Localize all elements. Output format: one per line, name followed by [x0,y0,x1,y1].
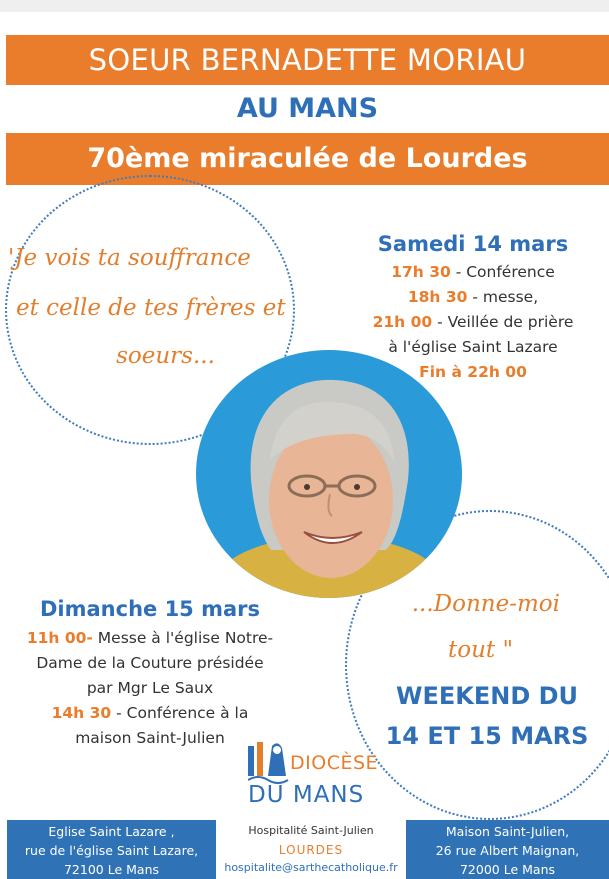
weekend-line2: 14 ET 15 MARS [385,722,589,750]
quote-bottom-line2: tout " [448,637,514,663]
saturday-item [360,260,586,285]
sunday-time-2: 14h 30 [51,704,112,722]
saturday-time-2: 18h 30 [407,288,468,306]
saturday-title: Samedi 14 mars [377,232,569,256]
footer-email-link[interactable]: hospitalite@sarthecatholique.fr [224,861,398,874]
sunday-text-2: - Conférence à la [111,704,249,722]
sunday-item-2 [15,701,285,726]
portrait-photo [196,350,462,598]
location-title: AU MANS [236,93,379,124]
footer-right-line2: 26 rue Albert Maignan, [435,843,580,858]
quote-top-line3: soeurs... [116,343,215,369]
quote-top-line1: 'Je vois ta souffrance [8,245,251,271]
saturday-text-1: - Conférence [450,263,555,281]
footer-right-line3: 72000 Le Mans [459,862,556,877]
saturday-text-2: - messe, [467,288,539,306]
saturday-schedule [360,228,586,385]
footer-left-line1: Eglise Saint Lazare , [48,824,175,839]
location-banner [6,87,609,131]
footer-left [7,820,216,879]
saturday-time-3: 21h 00 [372,313,433,331]
saturday-text-3: - Veillée de prière [432,313,574,331]
sunday-item-1-line3: par Mgr Le Saux [86,679,214,697]
footer-center-sub: LOURDES [278,843,344,857]
logo-line1: DIOCÈSE [290,752,379,774]
top-strip [0,0,609,12]
footer-left-line2: rue de l'église Saint Lazare, [24,843,199,858]
diocese-logo-icon [248,740,292,786]
page-title: SOEUR BERNADETTE MORIAU [88,43,527,77]
footer-right [406,820,609,879]
footer-right-line1: Maison Saint-Julien, [445,824,570,839]
sunday-item-1 [15,626,285,651]
saturday-place: à l'église Saint Lazare [388,338,558,356]
sunday-item-2-line2: maison Saint-Julien [75,729,225,747]
sunday-text-1: Messe à l'église Notre- [92,629,274,647]
saturday-time-1: 17h 30 [391,263,451,281]
portrait-illustration [196,350,462,598]
subtitle-banner [6,133,609,185]
logo-line2: DU MANS [248,782,365,808]
weekend-block [368,676,606,756]
subtitle: 70ème miraculée de Lourdes [87,143,528,174]
footer-center [216,822,406,876]
quote-bottom-line1: ...Donne-moi [411,591,560,617]
saturday-item [360,285,586,310]
sunday-time-1: 11h 00- [26,629,93,647]
quote-bottom [370,580,570,674]
title-banner [6,35,609,85]
quote-top-line2: et celle de tes frères et [16,295,286,321]
quote-top [8,232,293,382]
footer-center-title: Hospitalité Saint-Julien [248,824,374,837]
sunday-item-1-line2: Dame de la Couture présidée [36,654,264,672]
saturday-end: Fin à 22h 00 [419,363,527,381]
saturday-item [360,310,586,335]
diocese-logo [240,740,380,815]
footer-left-line3: 72100 Le Mans [63,862,160,877]
sunday-schedule [15,592,285,751]
weekend-line1: WEEKEND DU [395,682,579,710]
sunday-title: Dimanche 15 mars [39,597,261,621]
